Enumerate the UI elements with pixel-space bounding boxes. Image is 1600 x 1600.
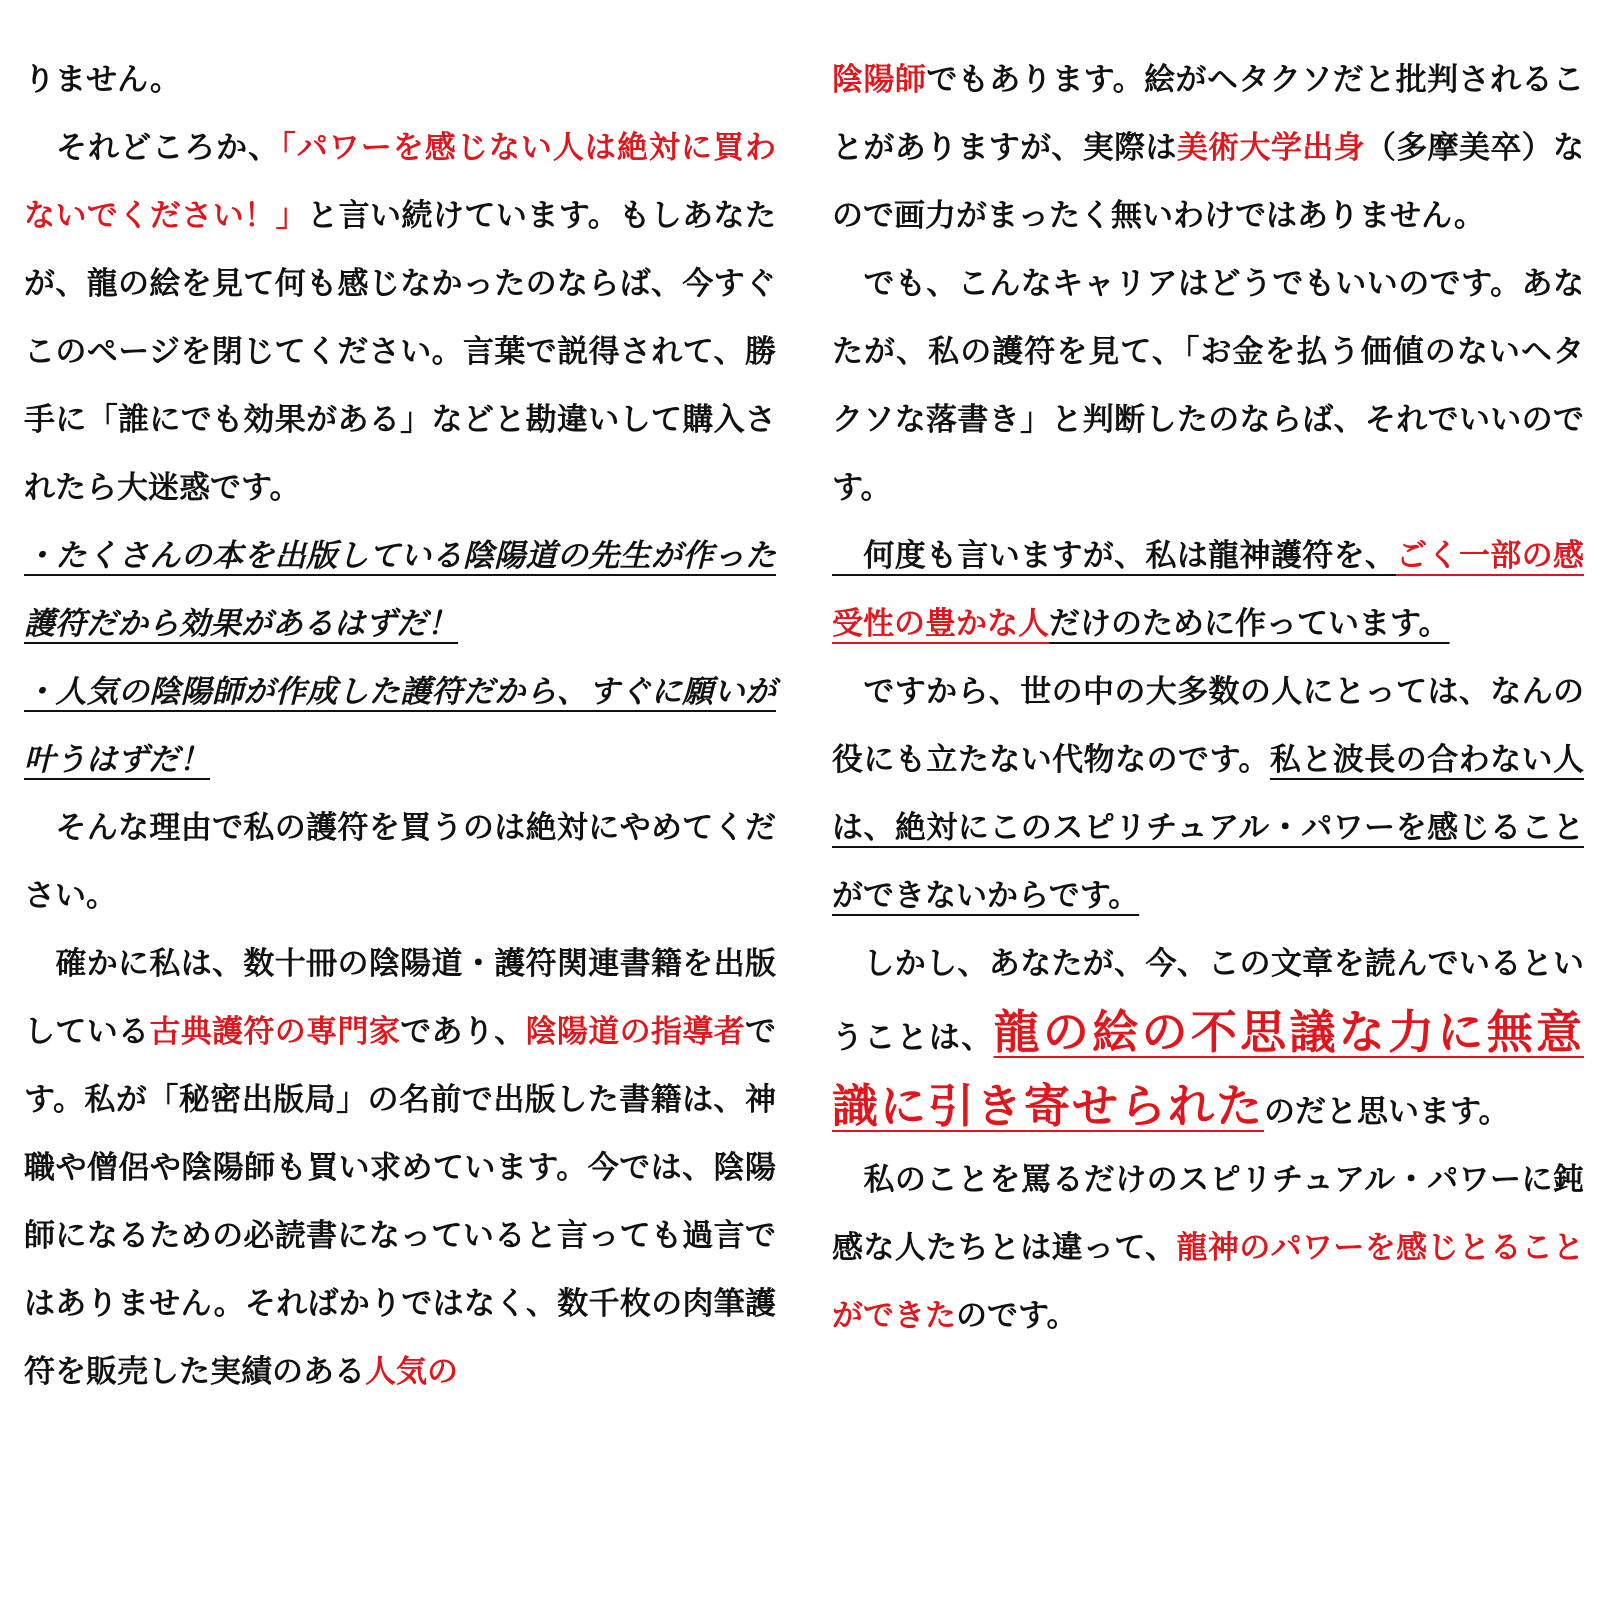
red-highlight-text: 古典護符の専門家: [149, 1014, 401, 1050]
underlined-text: 何度も言いますが、私は龍神護符を、: [832, 538, 1397, 574]
body-text: そんな理由で私の護符を買うのは絶対にやめてください。: [24, 810, 776, 914]
paragraph: [832, 930, 1584, 1146]
paragraph: [832, 46, 1584, 250]
body-text: りません。: [24, 62, 181, 98]
paragraph: [832, 658, 1584, 930]
paragraph: [832, 522, 1584, 658]
body-text: ですから、世の中の大多数の人にとっては、なんの役にも立たない代物なのです。: [832, 674, 1584, 778]
paragraph: [24, 46, 776, 114]
body-text: しかし、あなたが、今、この文章を読んでいるということは、: [832, 946, 1584, 1056]
body-text: 私のことを罵るだけのスピリチュアル・パワーに鈍感な人たちとは違って、: [832, 1162, 1584, 1266]
underlined-text: 私と波長の合わない人は、絶対にこのスピリチュアル・パワーを感じることができないからです。: [832, 742, 1585, 914]
underlined-text: だけのために作っています。: [1049, 606, 1450, 642]
paragraph: [24, 114, 776, 522]
red-highlight-text: 陰陽師: [832, 62, 927, 98]
red-highlight-text: 陰陽道の指導者: [525, 1014, 746, 1050]
underlined-italic-text: ・たくさんの本を出版している陰陽道の先生が作った護符だから効果があるはずだ！: [24, 538, 776, 642]
red-underlined-text: ごく一部の感受性の豊かな人: [832, 538, 1585, 642]
body-text: でも、こんなキャリアはどうでもいいのです。あなたが、私の護符を見て、「お金を払う価値のないヘタクソな落書き」と判断したのならば、それでいいのです。: [832, 266, 1584, 506]
right-column: [832, 46, 1584, 1350]
body-text: （多摩美卒）なので画力がまったく無いわけではありません。: [832, 130, 1585, 234]
bullet-item: [24, 658, 776, 794]
paragraph: [24, 794, 776, 930]
paragraph: [832, 250, 1584, 522]
body-text: であり、: [400, 1014, 526, 1050]
left-column: [24, 46, 776, 1406]
red-highlight-text: 美術大学出身: [1176, 130, 1365, 166]
body-text: と言い続けています。もしあなたが、龍の絵を見て何も感じなかったのならば、今すぐこのページを閉じてください。言葉で説得されて、勝手に「誰にでも効果がある」などと勘違いして購入されたら大迷惑です。: [24, 198, 777, 506]
red-highlight-text: 龍神のパワーを感じとることができた: [832, 1230, 1584, 1334]
red-highlight-text: 「パワーを感じない人は絶対に買わないでください！」: [24, 130, 777, 234]
large-red-emphasis-text: 龍の絵の不思議な力に無意識に引き寄せられた: [832, 1005, 1584, 1133]
body-text: でもあります。絵がヘタクソだと批判されることがありますが、実際は: [832, 62, 1584, 166]
paragraph: [24, 930, 776, 1406]
underlined-italic-text: ・人気の陰陽師が作成した護符だから、すぐに願いが叶うはずだ！: [24, 674, 776, 778]
body-text: 確かに私は、数十冊の陰陽道・護符関連書籍を出版している: [24, 946, 776, 1050]
paragraph: [832, 1146, 1584, 1350]
body-text: のだと思います。: [1264, 1094, 1510, 1130]
body-text: それどころか、: [24, 130, 281, 166]
red-highlight-text: 人気の: [365, 1354, 458, 1390]
body-text: のです。: [956, 1298, 1078, 1334]
bullet-item: [24, 522, 776, 658]
body-text: です。私が「秘密出版局」の名前で出版した書籍は、神職や僧侶や陰陽師も買い求めています。今では、陰陽師になるための必読書になっていると言っても過言ではありません。そればかりではなく、数千枚の肉筆護符を販売した実績のある: [24, 1014, 777, 1390]
